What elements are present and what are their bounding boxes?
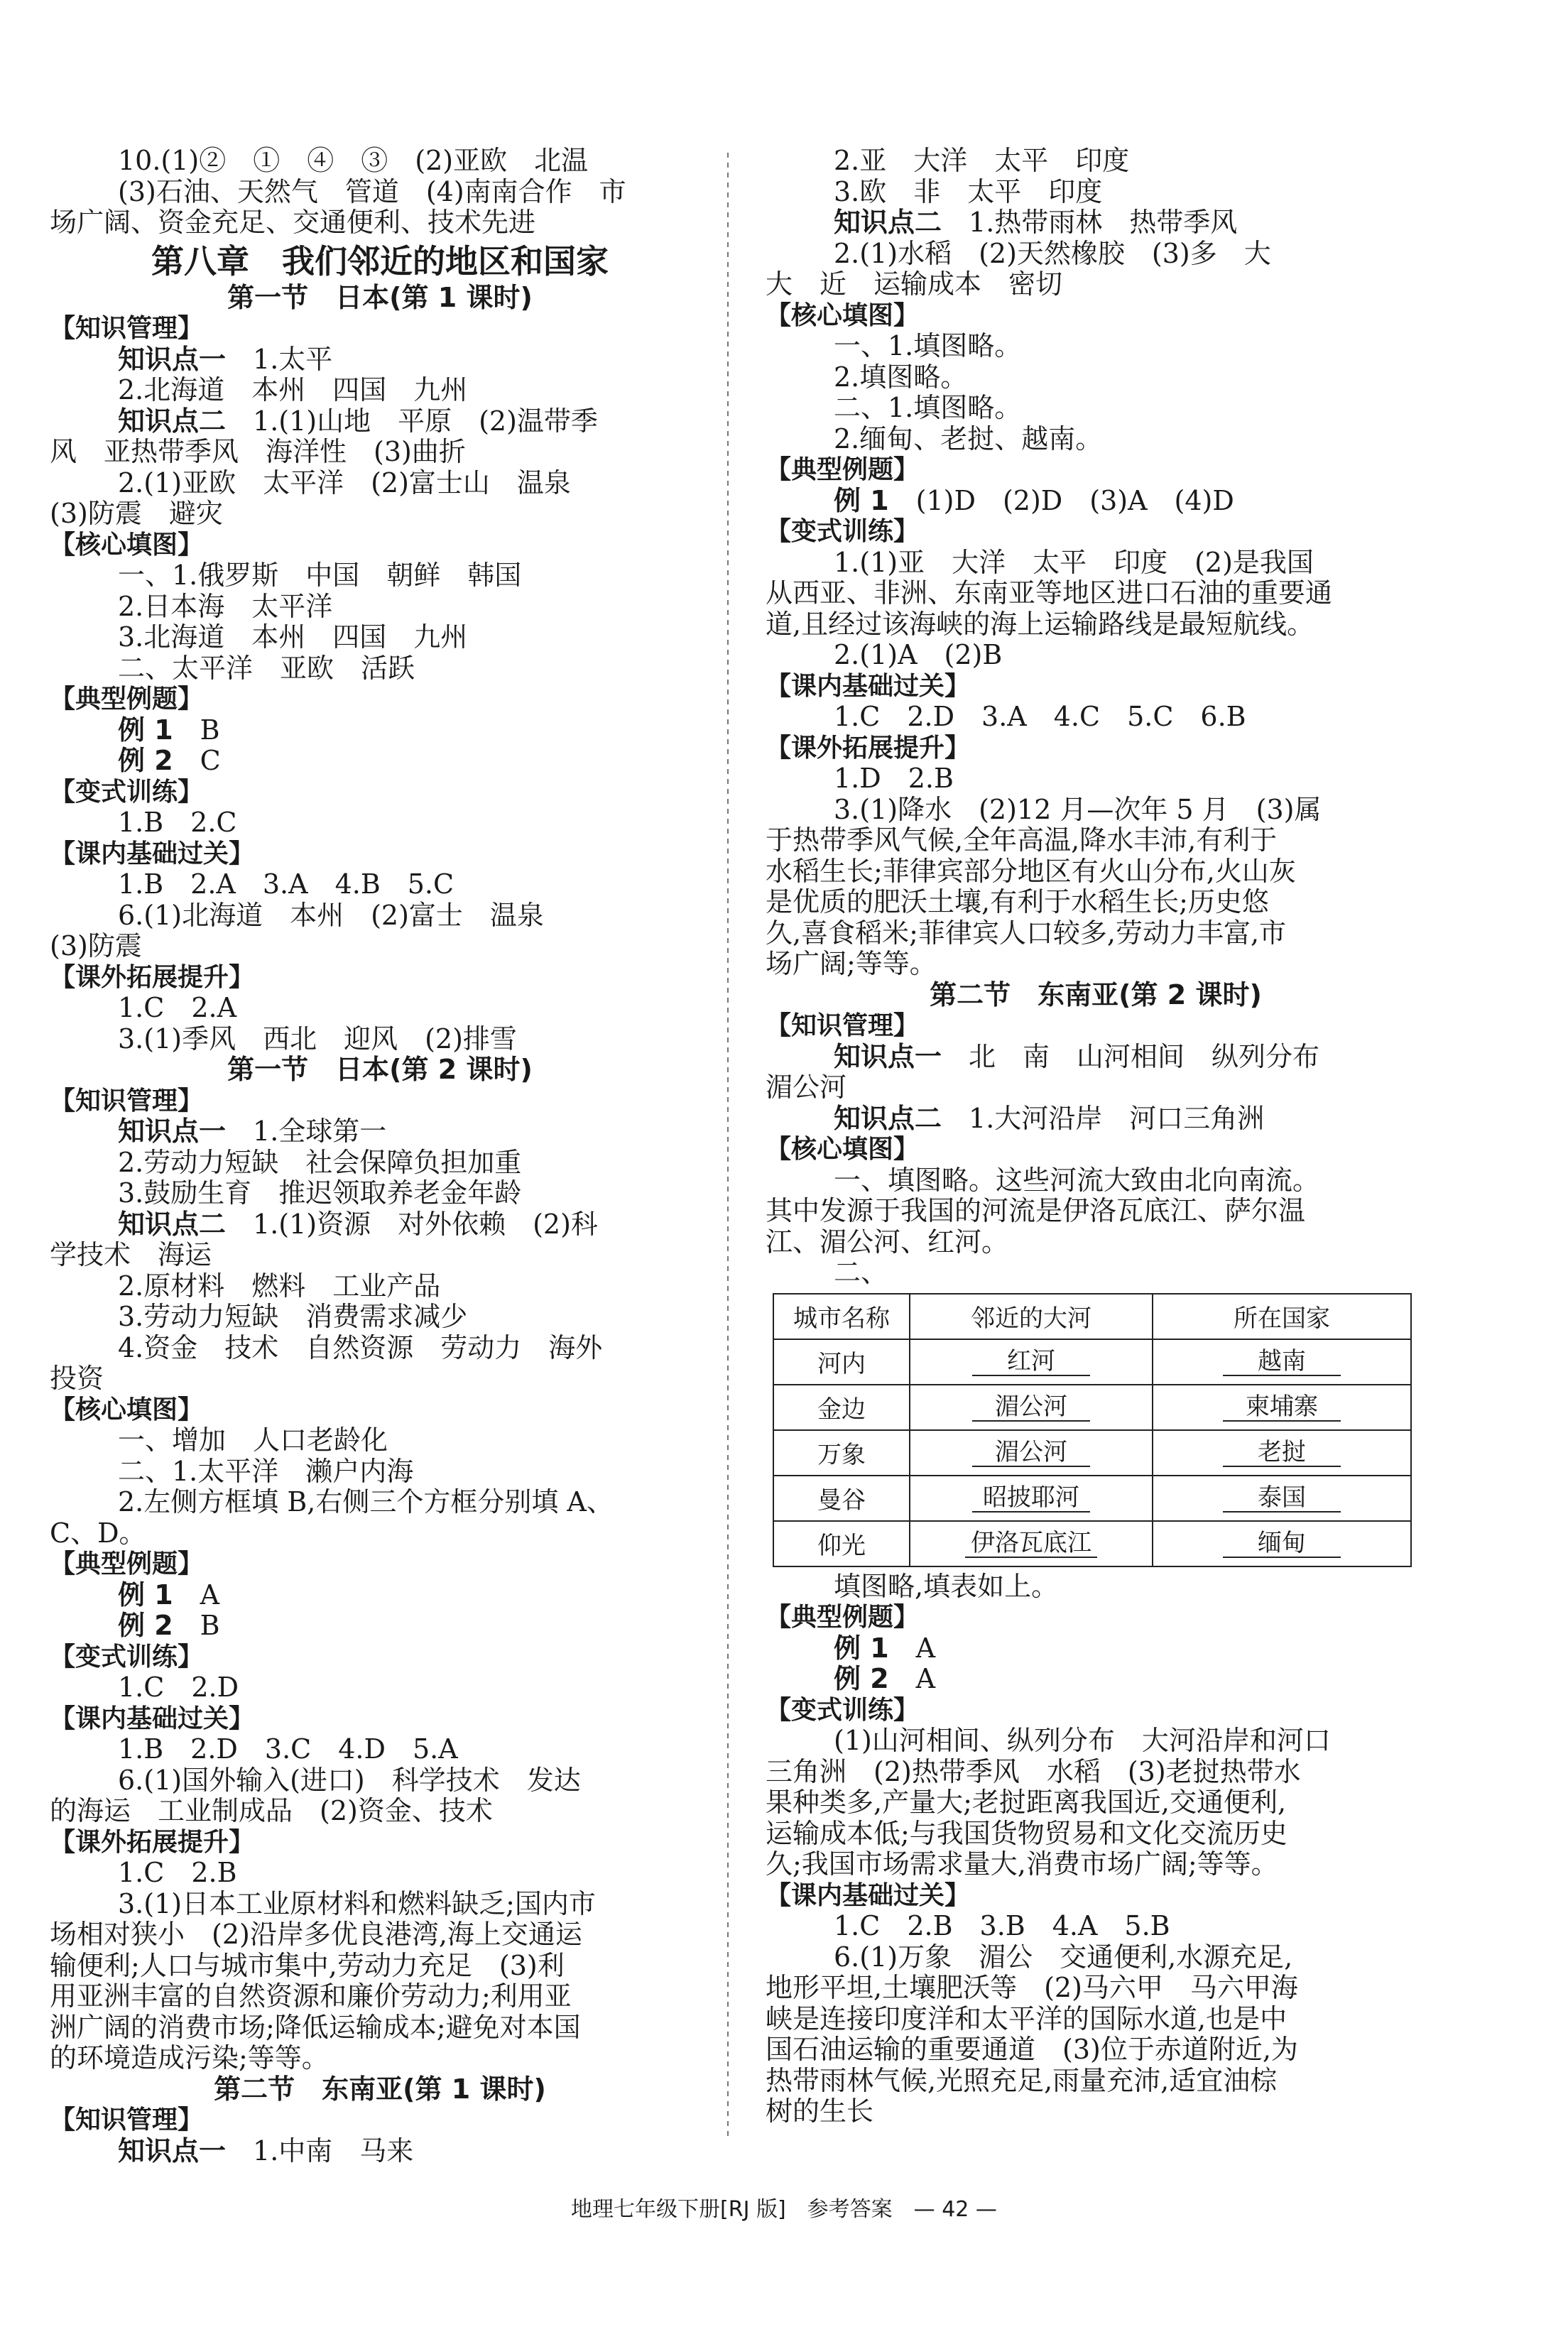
answer-line: 地形平坦,土壤肥沃等 (2)马六甲 马六甲海 — [766, 1972, 1298, 2003]
answer-line: 2.(1)亚欧 太平洋 (2)富士山 温泉 — [118, 467, 571, 498]
answer-line: 一、增加 人口老龄化 — [118, 1424, 388, 1456]
answer-text: 1.全球第一 — [226, 1116, 387, 1147]
table-row — [773, 1430, 1411, 1476]
answer-line: 是优质的肥沃土壤,有利于水稻生长;历史悠 — [766, 886, 1269, 917]
answer-line: 一、1.填图略。 — [834, 330, 1022, 361]
example-label: 例 1 — [118, 714, 173, 746]
part-heading: 【知识管理】 — [50, 314, 204, 343]
example-line — [766, 486, 1426, 517]
section-title: 第二节 东南亚(第 1 课时) — [214, 2073, 546, 2105]
example-line — [50, 746, 710, 777]
section-title: 第一节 日本(第 1 课时) — [227, 281, 533, 313]
header-country: 所在国家 — [1153, 1294, 1411, 1339]
answer-line: 于热带季风气候,全年高温,降水丰沛,有利于 — [766, 824, 1278, 856]
knowledge-point-label: 知识点一 — [118, 343, 227, 375]
answer-line: 久,喜食稻米;菲律宾人口较多,劳动力丰富,市 — [766, 917, 1287, 949]
part-heading: 【变式训练】 — [50, 777, 204, 807]
part-heading: 【课内基础过关】 — [766, 671, 971, 701]
answer-line: 江、湄公河、红河。 — [766, 1226, 1009, 1258]
example-line — [50, 715, 710, 746]
answer-text: 1.太平 — [226, 343, 333, 375]
answer-line: 3.鼓励生育 推迟领取养老金年龄 — [118, 1177, 522, 1209]
part-heading: 【知识管理】 — [50, 1086, 204, 1116]
filled-answer: 湄公河 — [972, 1439, 1090, 1467]
answer-line: 2.劳动力短缺 社会保障负担加重 — [118, 1146, 522, 1178]
chapter-title: 第八章 我们邻近的地区和国家 — [151, 241, 609, 280]
answer-line: (3)石油、天然气 管道 (4)南南合作 市 — [118, 175, 626, 207]
answer-line: 1.C 2.A — [118, 992, 237, 1023]
section-title: 第一节 日本(第 2 课时) — [227, 1054, 533, 1085]
example-label: 例 2 — [118, 1610, 173, 1641]
answer-line: (1)山河相间、纵列分布 大河沿岸和河口 — [834, 1725, 1331, 1756]
answer-line: 的海运 工业制成品 (2)资金、技术 — [50, 1795, 493, 1826]
part-heading: 【核心填图】 — [50, 1395, 204, 1424]
river-table-wrap — [766, 1293, 1426, 1567]
answer-line: C、D。 — [50, 1517, 146, 1549]
answer-line: 用亚洲丰富的自然资源和廉价劳动力;利用亚 — [50, 1980, 572, 2012]
answer-text: A — [888, 1663, 936, 1694]
answer-line: 一、填图略。这些河流大致由北向南流。 — [834, 1164, 1320, 1196]
answer-line: 1.B 2.A 3.A 4.B 5.C — [118, 868, 454, 900]
answer-line: 1.C 2.D — [118, 1672, 239, 1703]
filled-answer: 昭披耶河 — [972, 1484, 1090, 1513]
answer-line: 10.(1)② ① ④ ③ (2)亚欧 北温 — [118, 145, 589, 176]
answer-line: 2.原材料 燃料 工业产品 — [118, 1270, 441, 1302]
answer-line: 峡是连接印度洋和太平洋的国际水道,也是中 — [766, 2002, 1287, 2034]
answer-text: 1.(1)资源 对外依赖 (2)科 — [226, 1208, 598, 1240]
table-row — [773, 1385, 1411, 1430]
part-heading: 【知识管理】 — [766, 1011, 920, 1040]
city-cell: 万象 — [773, 1430, 910, 1476]
filled-answer: 老挝 — [1223, 1439, 1341, 1467]
knowledge-point-label: 知识点二 — [834, 207, 942, 238]
answer-line: 1.D 2.B — [834, 763, 954, 794]
knowledge-point-label: 知识点二 — [118, 405, 227, 437]
answer-line: 6.(1)国外输入(进口) 科学技术 发达 — [118, 1764, 581, 1796]
part-heading: 【典型例题】 — [766, 1603, 920, 1632]
answer-line: 1.B 2.D 3.C 4.D 5.A — [118, 1733, 458, 1765]
answer-text: A — [173, 1579, 220, 1610]
table-row — [773, 1476, 1411, 1521]
answer-line: 场广阔、资金充足、交通便利、技术先进 — [50, 207, 536, 238]
answer-line: 输便利;人口与城市集中,劳动力充足 (3)利 — [50, 1949, 565, 1981]
right-column-top — [766, 146, 1426, 1289]
river-cell — [910, 1430, 1153, 1476]
answer-line: 国石油运输的重要通道 (3)位于赤道附近,为 — [766, 2034, 1298, 2065]
answer-line: 树的生长 — [766, 2095, 874, 2127]
part-heading: 【课内基础过关】 — [766, 1880, 971, 1910]
answer-line: 3.北海道 本州 四国 九州 — [118, 621, 468, 653]
knowledge-point-line — [50, 2136, 710, 2167]
answer-line: 一、1.俄罗斯 中国 朝鲜 韩国 — [118, 560, 522, 591]
answer-line: 1.C 2.B 3.B 4.A 5.B — [834, 1910, 1170, 1941]
filled-answer: 柬埔寨 — [1223, 1393, 1341, 1422]
answer-line: 二、 — [834, 1257, 888, 1288]
part-heading: 【课外拓展提升】 — [766, 733, 971, 763]
left-column — [50, 146, 710, 2167]
answer-line: 3.欧 非 太平 印度 — [834, 175, 1103, 207]
example-line — [766, 1633, 1426, 1664]
answer-line: 场相对狭小 (2)沿岸多优良港湾,海上交通运 — [50, 1919, 582, 1950]
country-cell — [1153, 1521, 1411, 1566]
filled-answer: 泰国 — [1223, 1484, 1341, 1513]
filled-answer: 红河 — [972, 1348, 1090, 1376]
answer-line: 3.(1)季风 西北 迎风 (2)排雪 — [118, 1023, 517, 1054]
right-column-bottom — [766, 1571, 1426, 2127]
answer-line: 投资 — [50, 1363, 104, 1394]
answer-line: 二、太平洋 亚欧 活跃 — [118, 652, 415, 684]
country-cell — [1153, 1430, 1411, 1476]
knowledge-point-label: 知识点一 — [834, 1040, 942, 1072]
part-heading: 【课内基础过关】 — [50, 839, 255, 868]
answer-text: B — [173, 1610, 220, 1641]
table-row — [773, 1521, 1411, 1566]
answer-line: 2.缅甸、老挝、越南。 — [834, 423, 1103, 454]
answer-line: 填图略,填表如上。 — [834, 1570, 1059, 1602]
answer-line: 6.(1)北海道 本州 (2)富士 温泉 — [118, 899, 544, 931]
knowledge-point-label: 知识点一 — [118, 1116, 227, 1147]
answer-line: 1.B 2.C — [118, 807, 237, 838]
answer-line: 从西亚、非洲、东南亚等地区进口石油的重要通 — [766, 577, 1333, 609]
answer-line: 2.填图略。 — [834, 361, 968, 393]
answer-line: 2.北海道 本州 四国 九州 — [118, 374, 468, 405]
example-label: 例 1 — [834, 1632, 889, 1664]
filled-answer: 越南 — [1223, 1348, 1341, 1376]
answer-line: 学技术 海运 — [50, 1239, 212, 1270]
answer-text: 北 南 山河相间 纵列分布 — [942, 1040, 1320, 1072]
answer-line: 大 近 运输成本 密切 — [766, 268, 1063, 300]
part-heading: 【变式训练】 — [50, 1642, 204, 1672]
river-cell — [910, 1339, 1153, 1385]
answer-line: 3.劳动力短缺 消费需求减少 — [118, 1301, 468, 1332]
answer-line: 1.C 2.D 3.A 4.C 5.C 6.B — [834, 701, 1246, 732]
knowledge-point-line — [766, 207, 1426, 239]
example-label: 例 2 — [118, 745, 173, 776]
part-heading: 【核心填图】 — [766, 1135, 920, 1164]
part-heading: 【典型例题】 — [766, 455, 920, 484]
answer-line: 2.(1)A (2)B — [834, 639, 1003, 670]
city-cell: 金边 — [773, 1385, 910, 1430]
column-divider — [727, 153, 729, 2141]
answer-line: (3)防震 避灾 — [50, 498, 223, 529]
example-line — [50, 1580, 710, 1611]
header-city: 城市名称 — [773, 1294, 910, 1339]
knowledge-point-label: 知识点二 — [834, 1102, 942, 1134]
answer-text: (1)D (2)D (3)A (4)D — [888, 484, 1234, 516]
answer-line: 风 亚热带季风 海洋性 (3)曲折 — [50, 436, 466, 467]
answer-line: 3.(1)日本工业原材料和燃料缺乏;国内市 — [118, 1887, 596, 1919]
answer-line: 久;我国市场需求量大,消费市场广阔;等等。 — [766, 1848, 1278, 1880]
part-heading: 【课外拓展提升】 — [50, 962, 255, 992]
country-cell — [1153, 1339, 1411, 1385]
filled-answer: 缅甸 — [1223, 1530, 1341, 1558]
knowledge-point-label: 知识点二 — [118, 1208, 227, 1240]
answer-line: 热带雨林气候,光照充足,雨量充沛,适宜油棕 — [766, 2064, 1278, 2096]
part-heading: 【知识管理】 — [50, 2105, 204, 2135]
answer-line: 2.左侧方框填 B,右侧三个方框分别填 A、 — [118, 1486, 614, 1517]
table-row — [773, 1339, 1411, 1385]
answer-text: A — [888, 1632, 936, 1664]
answer-line: 果种类多,产量大;老挝距离我国近,交通便利, — [766, 1787, 1287, 1818]
answer-text: 1.(1)山地 平原 (2)温带季 — [226, 405, 598, 437]
section-title: 第二节 东南亚(第 2 课时) — [930, 979, 1262, 1010]
knowledge-point-line — [50, 1116, 710, 1148]
answer-text: 1.中南 马来 — [226, 2135, 414, 2167]
answer-line: 的环境造成污染;等等。 — [50, 2042, 329, 2073]
river-table — [773, 1293, 1412, 1567]
answer-line: 2.亚 大洋 太平 印度 — [834, 145, 1130, 176]
city-cell: 仰光 — [773, 1521, 910, 1566]
country-cell — [1153, 1476, 1411, 1521]
country-cell — [1153, 1385, 1411, 1430]
answer-line: 场广阔;等等。 — [766, 948, 937, 979]
river-cell — [910, 1521, 1153, 1566]
answer-line: 6.(1)万象 湄公 交通便利,水源充足, — [834, 1941, 1293, 1973]
answer-line: 1.(1)亚 大洋 太平 印度 (2)是我国 — [834, 546, 1314, 578]
answer-text: B — [173, 714, 220, 746]
river-cell — [910, 1385, 1153, 1430]
knowledge-point-line — [50, 344, 710, 376]
knowledge-point-label: 知识点一 — [118, 2135, 227, 2167]
knowledge-point-line — [50, 1209, 710, 1241]
knowledge-point-line — [766, 1103, 1426, 1135]
filled-answer: 伊洛瓦底江 — [965, 1530, 1097, 1558]
part-heading: 【典型例题】 — [50, 1549, 204, 1579]
answer-line: 3.(1)降水 (2)12 月—次年 5 月 (3)属 — [834, 793, 1322, 825]
answer-line: 湄公河 — [766, 1072, 847, 1103]
answer-line: 2.(1)水稻 (2)天然橡胶 (3)多 大 — [834, 237, 1271, 269]
part-heading: 【变式训练】 — [766, 517, 920, 546]
example-line — [766, 1664, 1426, 1695]
city-cell: 曼谷 — [773, 1476, 910, 1521]
answer-line: 运输成本低;与我国货物贸易和文化交流历史 — [766, 1817, 1287, 1849]
answer-text: C — [173, 745, 221, 776]
river-cell — [910, 1476, 1153, 1521]
answer-line: 1.C 2.B — [118, 1857, 237, 1888]
answer-text: 1.大河沿岸 河口三角洲 — [942, 1102, 1265, 1134]
part-heading: 【典型例题】 — [50, 685, 204, 714]
knowledge-point-line — [50, 406, 710, 437]
answer-line: 二、1.填图略。 — [834, 392, 1022, 423]
answer-line: 二、1.太平洋 濑户内海 — [118, 1455, 414, 1487]
city-cell: 河内 — [773, 1339, 910, 1385]
answer-line: 三角洲 (2)热带季风 水稻 (3)老挝热带水 — [766, 1755, 1301, 1787]
filled-answer: 湄公河 — [972, 1393, 1090, 1422]
answer-line: 其中发源于我国的河流是伊洛瓦底江、萨尔温 — [766, 1195, 1306, 1226]
part-heading: 【核心填图】 — [766, 300, 920, 330]
answer-line: 2.日本海 太平洋 — [118, 590, 333, 622]
example-line — [50, 1610, 710, 1642]
example-label: 例 1 — [118, 1579, 173, 1610]
answer-line: 道,且经过该海峡的海上运输路线是最短航线。 — [766, 608, 1314, 640]
page-footer: 地理七年级下册[RJ 版] 参考答案 — 42 — — [571, 2197, 997, 2222]
answer-line: 水稻生长;菲律宾部分地区有火山分布,火山灰 — [766, 855, 1296, 887]
part-heading: 【课内基础过关】 — [50, 1704, 255, 1733]
example-label: 例 2 — [834, 1663, 889, 1694]
answer-line: 洲广阔的消费市场;降低运输成本;避免对本国 — [50, 2011, 581, 2043]
example-label: 例 1 — [834, 484, 889, 516]
right-column — [766, 146, 1426, 2127]
river-table-header — [773, 1294, 1411, 1339]
header-river: 邻近的大河 — [910, 1294, 1153, 1339]
answer-line: (3)防震 — [50, 930, 142, 961]
part-heading: 【核心填图】 — [50, 530, 204, 560]
knowledge-point-line — [766, 1042, 1426, 1073]
part-heading: 【变式训练】 — [766, 1695, 920, 1725]
part-heading: 【课外拓展提升】 — [50, 1827, 255, 1857]
answer-line: 4.资金 技术 自然资源 劳动力 海外 — [118, 1331, 603, 1363]
answer-text: 1.热带雨林 热带季风 — [942, 207, 1238, 238]
